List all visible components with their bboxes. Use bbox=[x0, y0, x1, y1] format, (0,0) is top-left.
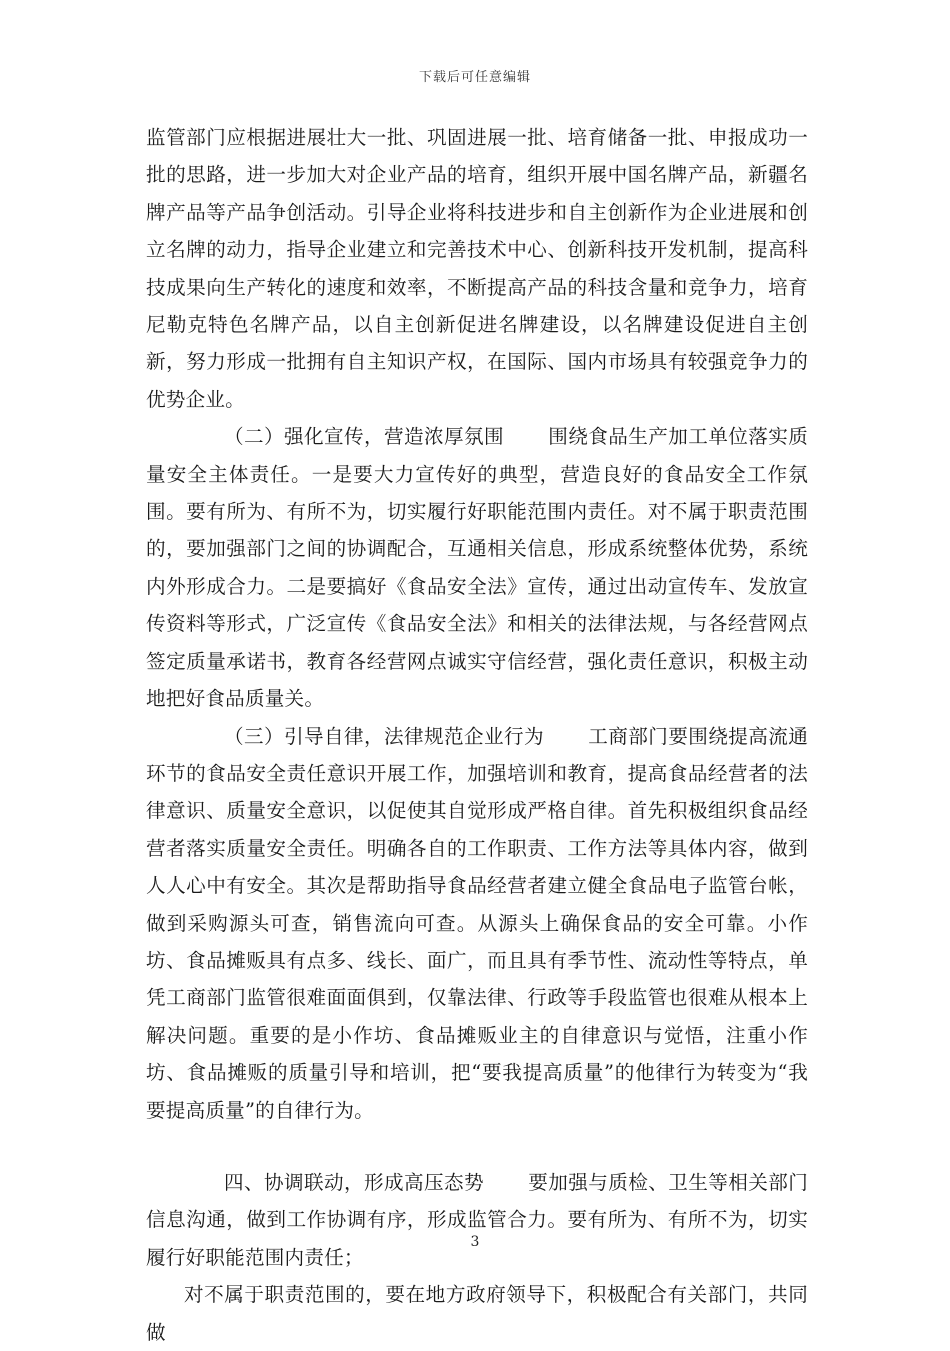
paragraph-2 bbox=[146, 418, 808, 717]
document-body bbox=[146, 119, 808, 1351]
section-body-2: 围绕食品生产加工单位落实质量安全主体责任。一是要大力宣传好的典型，营造良好的食品安全工作氛围。要有所为、有所不为，切实履行好职能范围内责任。对不属于职责范围的，要加强部门之间的协调配合，互通相关信息，形成系统整体优势，系统内外形成合力。二是要搞好《食品安全法》宣传，通过出动宣传车、发放宣传资料等形式，广泛宣传《食品安全法》和相关的法律法规，与各经营网点签定质量承诺书，教育各经营网点诚实守信经营，强化责任意识，积极主动地把好食品质量关。 bbox=[146, 425, 808, 711]
page-header: 下载后可任意编辑 bbox=[418, 70, 531, 85]
paragraph-spacer bbox=[146, 1129, 808, 1164]
paragraph-5: 对不属于职责范围的，要在地方政府领导下，积极配合有关部门，共同做 bbox=[146, 1283, 808, 1344]
section-heading-4: 四、协调联动，形成高压态势 bbox=[224, 1170, 484, 1194]
section-body-4: 要加强与质检、卫生等相关部门信息沟通，做到工作协调有序，形成监管合力。要有所为、有所不为，切实履行好职能范围内责任； bbox=[146, 1170, 808, 1269]
page-number: 3 bbox=[470, 1234, 480, 1250]
paragraph-1: 监管部门应根据进展壮大一批、巩固进展一批、培育储备一批、申报成功一批的思路，进一步加大对企业产品的培育，组织开展中国名牌产品，新疆名牌产品等产品争创活动。引导企业将科技进步和自主创新作为企业进展和创立名牌的动力，指导企业建立和完善技术中心、创新科技开发机制，提高科技成果向生产转化的速度和效率，不断提高产品的科技含量和竞争力，培育尼勒克特色名牌产品，以自主创新促进名牌建设，以名牌建设促进自主创新，努力形成一批拥有自主知识产权，在国际、国内市场具有较强竞争力的优势企业。 bbox=[146, 126, 808, 411]
section-body-3: 工商部门要围绕提高流通环节的食品安全责任意识开展工作，加强培训和教育，提高食品经营者的法律意识、质量安全意识，以促使其自觉形成严格自律。首先积极组织食品经营者落实质量安全责任。明确各自的工作职责、工作方法等具体内容，做到人人心中有安全。其次是帮助指导食品经营者建立健全食品电子监管台帐，做到采购源头可查，销售流向可查。从源头上确保食品的安全可靠。小作坊、食品摊贩具有点多、线长、面广，而且具有季节性、流动性等特点，单凭工商部门监管很难面面俱到，仅靠法律、行政等手段监管也很难从根本上解决问题。重要的是小作坊、食品摊贩业主的自律意识与觉悟，注重小作坊、食品摊贩的质量引导和培训，把“要我提高质量”的他律行为转变为“我要提高质量”的自律行为。 bbox=[146, 724, 808, 1122]
paragraph-4 bbox=[146, 1164, 808, 1276]
section-heading-3: （三）引导自律，法律规范企业行为 bbox=[224, 724, 544, 748]
section-heading-2: （二）强化宣传，营造浓厚氛围 bbox=[224, 425, 504, 449]
paragraph-3 bbox=[146, 718, 808, 1129]
